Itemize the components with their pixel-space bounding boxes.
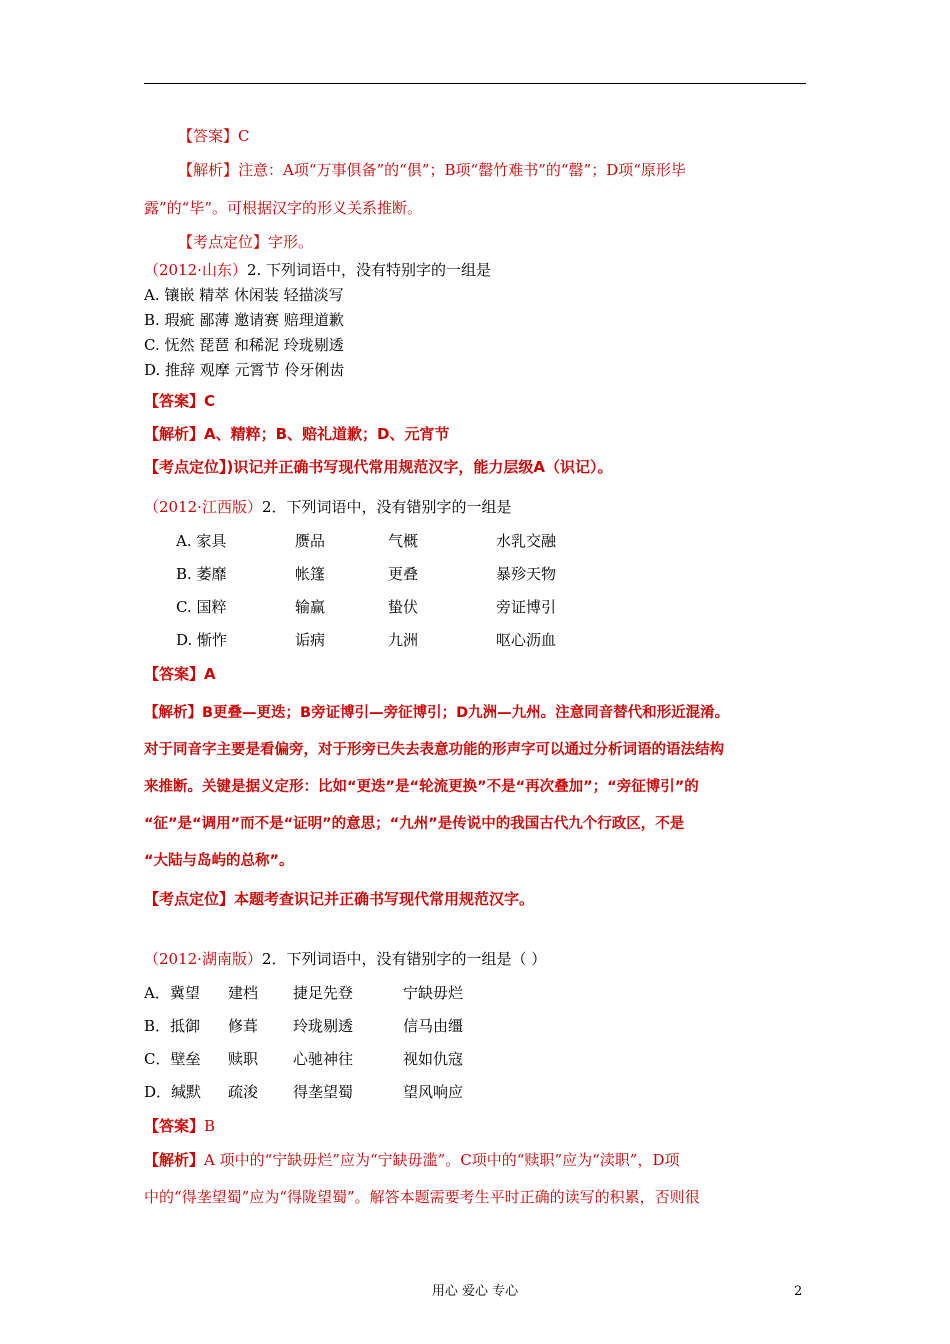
option-b-word-3: 玲珑剔透 (293, 1017, 354, 1035)
option-c-word-4: 视如仇寇 (403, 1050, 464, 1068)
question-source: （2012·山东） (144, 261, 247, 279)
answer-tag: 【答案】 (144, 665, 205, 683)
question-stem: 2．下列词语中，没有错别字的一组是（ ） (261, 950, 547, 968)
point-line-3 (144, 889, 534, 909)
option-c-word-1: C. 国粹 (176, 598, 227, 616)
option-a-word-4: 水乳交融 (496, 532, 557, 550)
page-number: 2 (794, 1284, 803, 1299)
option-a-word-3: 捷足先登 (293, 984, 354, 1002)
analysis-text: A 项中的“宁缺毋烂”应为“宁缺毋滥”。C项中的“赎职”应为“渎职”，D项 (204, 1151, 680, 1169)
answer-value: B (204, 1117, 216, 1135)
point-line-1 (178, 232, 313, 252)
option-b-word-1: B．抵御 (144, 1017, 201, 1035)
answer-value: C (204, 392, 216, 410)
option-a-word-1: A. 家具 (176, 532, 227, 550)
analysis-line-3d: “征”是“调用”而不是“证明”的意思；“九州”是传说中的我国古代九个行政区，不是 (144, 816, 685, 832)
point-text: 本题考查识记并正确书写现代常用规范汉字。 (234, 890, 535, 908)
option-d: D. 推辞 观摩 元霄节 伶牙俐齿 (144, 361, 345, 379)
option-d-word-4: 呕心沥血 (496, 631, 557, 649)
analysis-text: B更叠—更迭；B旁证博引—旁征博引；D九洲—九州。注意同音替代和形近混淆。 (202, 705, 730, 721)
question-stem: 2．下列词语中，没有错别字的一组是 (261, 498, 512, 516)
analysis-line-3c: 来推断。关键是据义定形：比如“更迭”是“轮流更换”不是“再次叠加”；“旁征博引”的 (144, 779, 699, 795)
answer-tag: 【答案】 (144, 1117, 205, 1135)
option-b-word-2: 修葺 (228, 1017, 259, 1035)
option-a: A. 镶嵌 精萃 休闲装 轻描淡写 (144, 286, 344, 304)
option-b-word-3: 更叠 (388, 565, 419, 583)
option-b: B. 瑕疵 鄙薄 邀请赛 赔理道歉 (144, 311, 344, 329)
option-b-word-4: 信马由缰 (403, 1017, 464, 1035)
analysis-text: 注意：A项“万事俱备”的“俱”；B项“罄竹难书”的“罄”；D项“原形毕 (238, 161, 686, 179)
answer-value: A (204, 665, 216, 683)
question-stem: 2. 下列词语中，没有特别字的一组是 (246, 261, 492, 279)
option-d-word-1: D．缄默 (144, 1083, 202, 1101)
option-b-word-1: B. 萎靡 (176, 565, 227, 583)
point-tag: 【考点定位】 (144, 890, 235, 908)
option-c: C. 怃然 琵琶 和稀泥 玲珑剔透 (144, 336, 344, 354)
question-stem-jiangxi (144, 497, 512, 517)
analysis-line-1b: 露”的“毕”。可根据汉字的形义关系推断。 (144, 199, 423, 217)
answer-line-1 (178, 126, 250, 146)
point-tag: 【考点定位】 (178, 233, 269, 251)
question-source: （2012·湖南版） (144, 950, 262, 968)
analysis-line-3b: 对于同音字主要是看偏旁，对于形旁已失去表意功能的形声字可以通过分析词语的语法结构 (144, 742, 724, 758)
answer-tag: 【答案】 (144, 392, 205, 410)
analysis-text: A、精粹；B、赔礼道歉；D、元宵节 (204, 425, 450, 443)
analysis-tag: 【解析】 (144, 425, 205, 443)
option-a-word-1: A．冀望 (144, 984, 200, 1002)
answer-value: C (238, 127, 250, 145)
answer-tag: 【答案】 (178, 127, 239, 145)
analysis-line-3a (144, 703, 729, 723)
option-a-word-2: 赝品 (295, 532, 326, 550)
option-d-word-3: 得垄望蜀 (293, 1083, 354, 1101)
question-stem-hunan (144, 949, 546, 969)
option-b-word-4: 暴殄天物 (496, 565, 557, 583)
point-text: 字形。 (268, 233, 314, 251)
option-c-word-2: 输赢 (295, 598, 326, 616)
answer-line-4 (144, 1116, 215, 1136)
header-rule (144, 83, 806, 84)
analysis-line-4b: 中的“得垄望蜀”应为“得陇望蜀”。解答本题需要考生平时正确的读写的积累，否则很 (144, 1188, 700, 1206)
option-a-word-2: 建档 (228, 984, 259, 1002)
option-d-word-2: 疏浚 (228, 1083, 259, 1101)
option-c-word-3: 心驰神往 (293, 1050, 354, 1068)
option-c-word-2: 赎职 (228, 1050, 259, 1068)
point-line-2 (144, 457, 612, 477)
answer-line-2 (144, 391, 215, 411)
option-d-word-2: 诟病 (295, 631, 326, 649)
analysis-line-4a (144, 1150, 679, 1170)
option-c-word-3: 蛰伏 (388, 598, 419, 616)
analysis-line-3e: “大陆与岛屿的总称”。 (144, 853, 294, 869)
answer-line-3 (144, 664, 216, 684)
option-d-word-1: D. 惭怍 (176, 631, 228, 649)
analysis-line-2 (144, 424, 450, 444)
option-d-word-3: 九洲 (388, 631, 419, 649)
point-tag: 【考点定位】 (144, 458, 227, 476)
footer-text: 用心 爱心 专心 (431, 1284, 519, 1299)
analysis-tag: 【解析】 (144, 705, 202, 721)
option-c-word-4: 旁证博引 (496, 598, 557, 616)
option-d-word-4: 望风响应 (403, 1083, 464, 1101)
analysis-tag: 【解析】 (178, 161, 239, 179)
analysis-line-1a (178, 160, 686, 180)
option-c-word-1: C．壁垒 (144, 1050, 201, 1068)
analysis-tag: 【解析】 (144, 1151, 205, 1169)
question-source: （2012·江西版） (144, 498, 262, 516)
option-b-word-2: 帐篷 (295, 565, 326, 583)
point-text: )识记并正确书写现代常用规范汉字，能力层级A（识记）。 (226, 458, 613, 476)
option-a-word-3: 气概 (388, 532, 419, 550)
option-a-word-4: 宁缺毋烂 (403, 984, 464, 1002)
question-stem-shandong (144, 260, 491, 280)
